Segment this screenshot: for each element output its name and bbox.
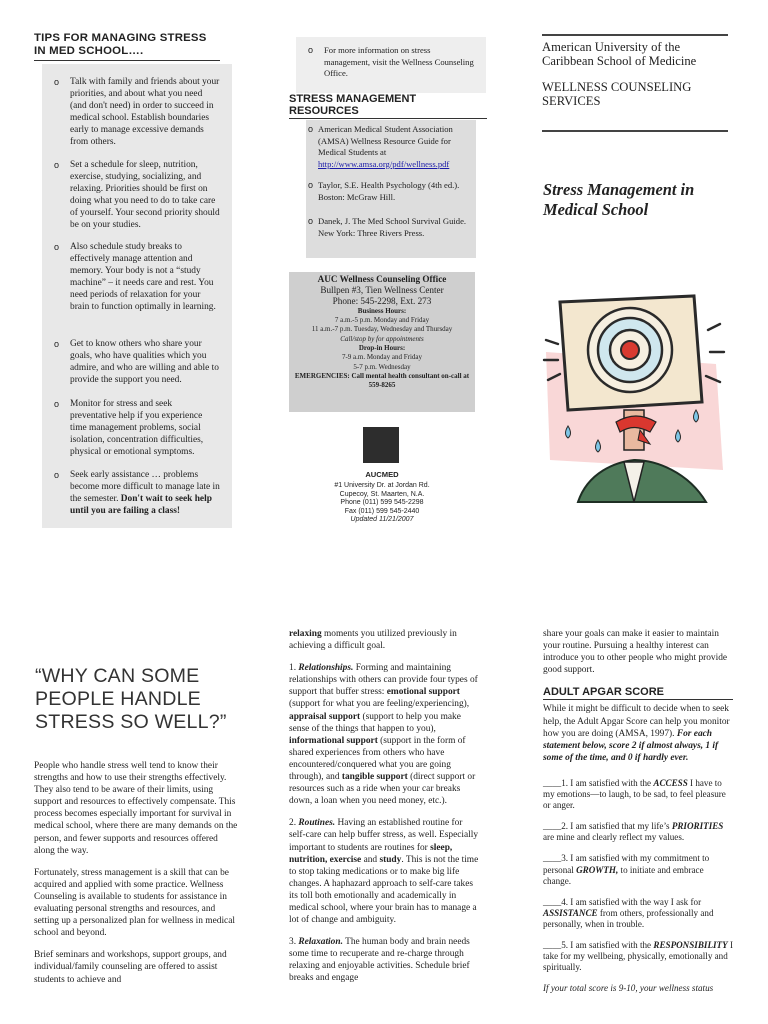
resource-item-1 — [308, 124, 470, 170]
routines-text: . This is not the time to stop taking medications or to make big life changes. A haphazard approach to self-care takes its toll both emotionally and academically in medical school, where your brain has to manage a lot of change and ambiguity. — [289, 854, 479, 926]
support-type: emotional support — [386, 687, 460, 698]
emergencies-line — [289, 372, 475, 391]
bullet-icon: o — [54, 77, 60, 87]
resource-text: American Medical Student Association (AMSA) Wellness Resource Guide for Medical Students at — [318, 124, 453, 158]
support-type: appraisal support — [289, 711, 361, 722]
question-post: are mine and clearly reflect my values. — [543, 832, 685, 843]
why-body — [34, 760, 240, 996]
item-number: 1. — [289, 663, 297, 674]
coping-body — [289, 628, 479, 995]
support-desc: (support in the form of shared experiences from others who have encountered/conquered what you are going through), and — [289, 735, 466, 783]
resources-panel — [306, 120, 476, 258]
tips-title: TIPS FOR MANAGING STRESS IN MED SCHOOL…. — [34, 32, 220, 61]
apgar-question — [543, 940, 733, 973]
business-hours-line: 11 a.m.-7 p.m. Tuesday, Wednesday and Thursday — [311, 325, 453, 334]
aucmed-address — [290, 482, 474, 525]
question-post: to initiate and embrace change. — [543, 864, 704, 886]
question-pre: ____5. I am satisfied with the — [543, 939, 654, 950]
why-heading: “WHY CAN SOME PEOPLE HANDLE STRESS SO WELL?” — [35, 665, 227, 733]
tips-item-text: Get to know others who share your goals, who have qualities which you admire, and who are willing and able to provide the support you need. — [70, 339, 219, 386]
address-line: #1 University Dr. at Jordan Rd. — [334, 482, 430, 489]
resource-item-3 — [308, 216, 470, 239]
question-pre: ____2. I am satisfied that my life’s — [543, 821, 672, 832]
tips-item-6 — [54, 469, 220, 517]
relaxation-text: The human body and brain needs some time to recuperate and re-charge through relaxing and enjoyable activities. Schedule brief breaks and engage — [289, 937, 470, 984]
tips-item-emphasis: Don't wait to seek help until you are failing a class! — [70, 494, 212, 517]
routines-paragraph — [289, 817, 479, 926]
question-post: I have to my emotions—to laugh, to be sad, to feel pleasure or anger. — [543, 777, 726, 811]
office-phone: Phone: 545-2298, Ext. 273 — [332, 296, 432, 306]
resource-text: Danek, J. The Med School Survival Guide. New York: Three Rivers Press. — [318, 216, 467, 238]
routines-and: and — [363, 854, 378, 865]
relaxation-title: Relaxation. — [298, 937, 343, 948]
routines-bold: sleep, nutrition, exercise — [289, 842, 453, 865]
bullet-icon: o — [308, 45, 314, 55]
question-pre: ____3. I am satisfied with my commitment to personal — [543, 853, 710, 875]
support-type: tangible support — [341, 772, 408, 783]
support-desc: (support to help you make sense of the things that happen to you), — [289, 711, 461, 734]
relationships-paragraph — [289, 662, 479, 807]
apgar-lead: share your goals can make it easier to maintain your routine. Pursuing a healthy interest can introduce you to other people who might provide good support. — [543, 629, 728, 676]
bullet-icon: o — [54, 470, 60, 480]
relationships-text: Forming and maintaining relationships with others can provide four types of support that buffer stress: — [289, 663, 478, 698]
apgar-section — [543, 628, 733, 1004]
bullet-icon: o — [308, 180, 314, 190]
address-line: Fax (011) 599 545-2440 — [344, 507, 420, 515]
why-paragraph: People who handle stress well tend to know their strengths and how to use their strengths effectively. They also tend to be aware of their limits, using support and resources to effectively compensate. This process becomes especially important for survival in medical school, where there are many demands on the person, and fewer supports and resources offered along the way. — [34, 761, 238, 856]
more-info-text: For more information on stress management, visit the Wellness Counseling Office. — [324, 45, 474, 79]
emergencies-text: Call mental health consultant on-call at 559-8265 — [351, 372, 470, 390]
apgar-questions — [543, 778, 733, 994]
bullet-icon: o — [54, 399, 60, 409]
relaxing-continuation — [289, 628, 479, 652]
tips-panel — [42, 64, 232, 528]
item-number: 3. — [289, 937, 297, 948]
why-paragraph: Brief seminars and workshops, support groups, and individual/family counseling are offered to assist students to achieve and — [34, 950, 227, 985]
question-post: from others, professionally and personally, when in trouble. — [543, 907, 714, 929]
tips-item-4 — [54, 338, 220, 386]
why-paragraph: Fortunately, stress management is a skill that can be acquired and applied with some practice. Wellness Counseling is available to students for assistance in evaluating personal strengths and resources, and setting up a personalized plan for wellness in medical school and beyond. — [34, 867, 235, 939]
apgar-title: ADULT APGAR SCORE — [543, 686, 733, 700]
brochure-title: Stress Management in Medical School — [543, 180, 695, 219]
tips-item-1 — [54, 76, 220, 149]
relaxing-text: moments you utilized previously in achieving a difficult goal. — [289, 629, 457, 652]
business-hours-label: Business Hours: — [357, 307, 407, 315]
bullet-icon: o — [308, 216, 314, 226]
apgar-intro — [543, 703, 733, 763]
address-line: Cupecoy, St. Maarten, N.A. — [339, 490, 425, 498]
apgar-question — [543, 853, 733, 886]
dropin-hours-line: 5-7 p.m. Wednesday — [353, 362, 411, 371]
support-type: informational support — [289, 735, 378, 746]
university-name: American University of the Caribbean School of Medicine — [542, 40, 697, 68]
support-desc: (direct support or resources such as a ride when your car breaks down, a loan when you need money, etc.). — [289, 772, 476, 807]
apgar-instructions: For each statement below, score 2 if almost always, 1 if some of the time, and 0 if hardly ever. — [543, 728, 719, 763]
tips-item-text: Also schedule study breaks to effectively manage attention and memory. Your body is not a “study machine” – it needs care and rest. You need periods of relaxation for your brain to function optimally in learning. — [70, 242, 216, 313]
apgar-question — [543, 821, 733, 843]
tips-item-text: Monitor for stress and seek preventative help if you experience time management problems, social isolation, concentration difficulties, physical or emotional symptoms. — [70, 399, 204, 458]
stressed-target-head-illustration — [538, 290, 730, 516]
bullet-icon: o — [54, 242, 60, 252]
dropin-hours-line: 7-9 a.m. Monday and Friday — [341, 353, 423, 362]
resources-title: STRESS MANAGEMENT RESOURCES — [289, 93, 487, 119]
more-info-panel — [296, 37, 486, 93]
office-info-panel — [289, 272, 475, 412]
aucmed-logo — [363, 427, 399, 463]
aucmed-name: AUCMED — [365, 470, 399, 479]
tips-item-3 — [54, 241, 220, 314]
address-line: Phone (011) 599 545-2298 — [340, 499, 424, 507]
question-key: ASSISTANCE — [543, 907, 598, 918]
question-key: RESPONSIBILITY — [653, 939, 728, 950]
relaxation-paragraph — [289, 936, 479, 984]
resource-item-2 — [308, 180, 470, 203]
divider — [542, 34, 728, 36]
bullet-icon: o — [54, 160, 60, 170]
tips-item-2 — [54, 159, 220, 232]
emergencies-label: EMERGENCIES: — [294, 372, 350, 381]
business-hours-line: 7 a.m.-5 p.m. Monday and Friday — [334, 316, 430, 324]
item-number: 2. — [289, 818, 297, 829]
amsa-link[interactable]: http://www.amsa.org/pdf/wellness.pdf — [318, 158, 450, 169]
routines-text: Having an established routine for self-care can help buffer stress, as well. Especially important to students are routines for — [289, 818, 479, 853]
apgar-intro-text: While it might be difficult to decide when to seek help, the Adult Apgar Score can help you monitor how you are doing (AMSA, 1997). — [543, 704, 730, 739]
apgar-question — [543, 778, 733, 811]
routines-bold: study — [379, 854, 402, 865]
apgar-footer: If your total score is 9-10, your wellness status — [543, 983, 714, 994]
updated-date: Updated 11/21/2007 — [350, 516, 414, 524]
question-post: I take for my wellbeing, physically, emotionally and spiritually. — [543, 939, 733, 973]
tips-item-text: Seek early assistance … problems become more difficult to manage late in the semester. — [70, 470, 220, 505]
office-location: Bullpen #3, Tien Wellness Center — [320, 285, 444, 295]
office-name: AUC Wellness Counseling Office — [317, 274, 447, 284]
tips-item-text: Set a schedule for sleep, nutrition, exercise, studying, socializing, and relaxing. Priorities should be first on doing what you need to do to take care of yourself. Your second priority should be on your studies. — [70, 160, 220, 231]
routines-title: Routines. — [298, 818, 336, 829]
divider — [542, 130, 728, 132]
question-pre: ____1. I am satisfied with the — [543, 777, 654, 788]
question-key: PRIORITIES — [671, 821, 724, 832]
question-key: GROWTH, — [576, 864, 619, 875]
tips-item-text: Talk with family and friends about your priorities, and about what you need (and don't need) in order to succeed in medical school. Establish boundaries early to manage excessive demands from others. — [70, 77, 220, 148]
more-info-item — [308, 45, 474, 80]
resource-text: Taylor, S.E. Health Psychology (4th ed.). Boston: McGraw Hill. — [318, 180, 460, 202]
dropin-hours-label: Drop-in Hours: — [358, 344, 406, 353]
relationships-title: Relationships. — [298, 663, 354, 674]
bullet-icon: o — [308, 124, 314, 134]
relaxing-bold: relaxing — [289, 629, 322, 639]
question-pre: ____4. I am satisfied with the way I ask for — [543, 896, 702, 907]
service-name: WELLNESS COUNSELING SERVICES — [542, 80, 692, 108]
bullet-icon: o — [54, 339, 60, 349]
support-desc: (support for what you are feeling/experiencing), — [289, 699, 470, 710]
business-hours-line: Call/stop by for appointments — [340, 334, 424, 343]
tips-item-5 — [54, 398, 220, 458]
question-key: ACCESS — [653, 777, 688, 788]
apgar-question — [543, 897, 733, 930]
